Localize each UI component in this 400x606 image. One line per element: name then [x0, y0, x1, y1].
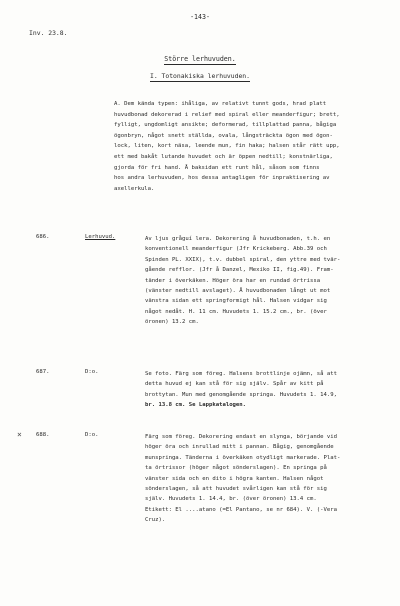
intro-line: ett med bakåt lutande huvudet och är öppen nedtill; konstnärliga,	[114, 153, 333, 160]
entry-line: detta huvud ej kan stå för sig själv. Spår av kitt på	[145, 381, 324, 388]
entry-number: 687.	[36, 369, 50, 375]
entry-line: själv. Huvudets 1. 14.4, br. (över öronen) 13.4 cm.	[145, 496, 317, 503]
entry-line: vänster sida och en dito i högra kanten. Halsen något	[145, 475, 324, 482]
entry-line: vänstra sidan ett springformigt hål. Halsen vidgar sig	[145, 298, 327, 305]
entry-line: munspringa. Tänderna i överkäken otydligt markerade. Plat-	[145, 454, 341, 461]
intro-line: lock, liten, kort näsa, leende mun, fin haka; halsen står rätt upp,	[114, 143, 340, 150]
intro-line: huvudbonad dekorerad i relief med spiral eller meanderfigur; brett,	[114, 111, 340, 118]
main-heading-text: Större lerhuvuden.	[164, 55, 236, 63]
entry-line: Etikett: El ....atano (=El Pantano, se nr 684). V. (-Vera	[145, 506, 337, 513]
entry-number: 686.	[36, 234, 50, 240]
intro-line: fylligt, ungdomligt ansikte; deformerad, tillplattad panna, bågiga	[114, 122, 337, 129]
entry-line: Se foto. Färg som föreg. Halsens brottlinje ojämn, så att	[145, 371, 337, 377]
intro-line: axellerkula.	[114, 185, 155, 192]
inventory-reference: Inv. 23.8.	[29, 29, 68, 37]
sub-heading-text: I. Totonakiska lerhuvuden.	[149, 72, 251, 80]
entry-line: Spinden PL. XXIX), t.v. dubbel spiral, den yttre med tvär-	[145, 256, 341, 263]
intro-paragraph	[114, 99, 386, 194]
entry-line: något nedåt. H. 11 cm. Huvudets 1. 15.2 cm., br. (över	[145, 308, 327, 315]
entry-description	[145, 432, 390, 526]
entry-line: (vänster nedtill avslaget). Å huvudbonaden långt ut mot	[145, 287, 331, 294]
entry-line: gående refflor. (Jfr å Danzel, Mexiko II, fig.49). Fram-	[145, 267, 334, 274]
page-number: -143-	[190, 13, 210, 21]
entry-line: ta örtrissor (höger något sönderslagen). En springa på	[145, 465, 327, 472]
intro-line: ögonbryn, något snett ställda, ovala, långsträckta ögon med ögon-	[114, 132, 333, 139]
entry-line: Av ljus gråguí lera. Dekorering å huvudbonaden, t.h. en	[145, 236, 331, 242]
entry-line: sönderslagen, så att huvudet svårligen kan stå för sig	[145, 485, 327, 492]
entry-title: Lerhuvud.	[85, 234, 116, 240]
entry-title: D:o.	[85, 432, 99, 438]
entry-line: tänder i överkäken. Höger öra har en rundad örtrissa	[145, 277, 321, 284]
entry-line: br. 13.8 cm. Se Lappkatalogen.	[145, 402, 247, 409]
intro-line: A. Dem kända typen: ihåliga, av relativt tunnt gods, hrad platt	[114, 101, 327, 107]
margin-cross-mark: ×	[17, 430, 22, 439]
entry-line: Cruz).	[145, 517, 166, 524]
entry-line: Färg som föreg. Dekorering endast en slynga, börjande vid	[145, 434, 337, 440]
entry-line: brottytan. Mun med genomgående springa. Huvudets 1. 14.9,	[145, 391, 337, 398]
entry-line: öronen) 13.2 cm.	[145, 319, 199, 326]
entry-description	[145, 369, 390, 411]
sub-heading	[0, 72, 400, 80]
entry-line: konventionell meanderfigur (Jfr Krickeberg. Abb.39 och	[145, 246, 327, 253]
entry-line: höger öra och inrullad mitt i pannan. Bågig, genomgående	[145, 444, 334, 451]
intro-line: gjorda för fri hand. Å baksidan ett runt hål, såsom som finns	[114, 164, 320, 171]
entry-number: 688.	[36, 432, 50, 438]
main-heading	[0, 55, 400, 63]
intro-line: hos andra lerhuvuden, hos dessa antagligen för inpraktisering av	[114, 175, 330, 182]
entry-description	[145, 234, 390, 328]
entry-title: D:o.	[85, 369, 99, 375]
